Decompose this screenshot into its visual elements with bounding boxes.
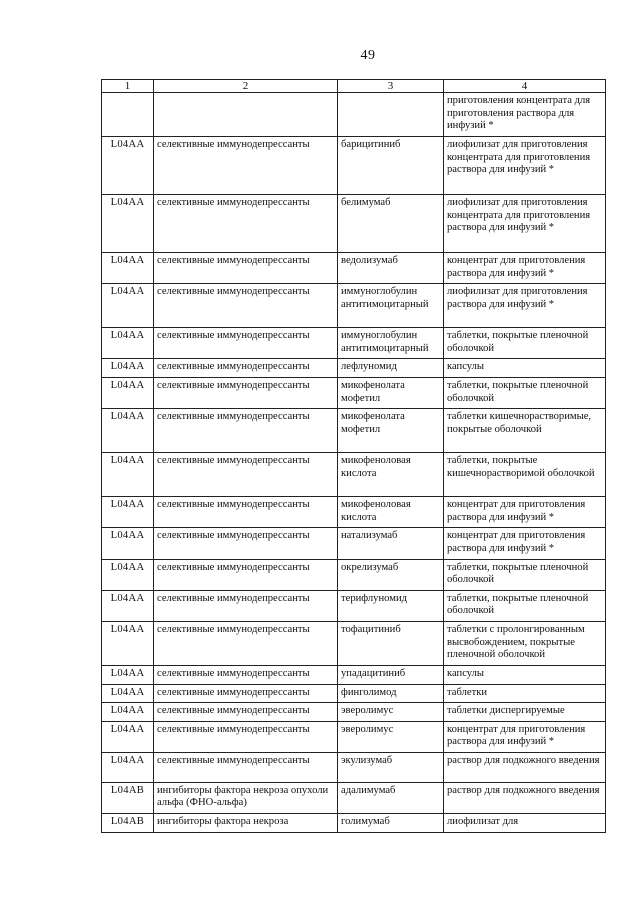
table-row (102, 590, 606, 621)
dosage-form-cell: таблетки, покрытые пленочной оболочкой (444, 590, 606, 621)
substance-cell: ведолизумаб (338, 253, 444, 284)
dosage-form-cell: капсулы (444, 359, 606, 378)
table-row (102, 665, 606, 684)
atc-code-cell: L04AA (102, 137, 154, 195)
substance-cell: иммуноглобулин антитимоцитарный (338, 328, 444, 359)
group-cell: селективные иммунодепрессанты (154, 528, 338, 559)
table-row (102, 284, 606, 328)
group-cell: селективные иммунодепрессанты (154, 359, 338, 378)
substance-cell: лефлуномид (338, 359, 444, 378)
dosage-form-cell: таблетки с пролонгированным высвобождением, покрытые пленочной оболочкой (444, 621, 606, 665)
table-row (102, 703, 606, 722)
group-cell: ингибиторы фактора некроза опухоли альфа (ФНО-альфа) (154, 782, 338, 813)
substance-cell: микофенолата мофетил (338, 377, 444, 408)
atc-code-cell: L04AA (102, 665, 154, 684)
table-row (102, 752, 606, 782)
substance-cell: тофацитиниб (338, 621, 444, 665)
atc-code-cell: L04AA (102, 359, 154, 378)
atc-code-cell: L04AA (102, 752, 154, 782)
table-row (102, 559, 606, 590)
dosage-form-cell: раствор для подкожного введения (444, 782, 606, 813)
group-cell: селективные иммунодепрессанты (154, 721, 338, 752)
dosage-form-cell: приготовления концентрата для приготовления раствора для инфузий * (444, 93, 606, 137)
table-row (102, 721, 606, 752)
table-row (102, 137, 606, 195)
group-cell: селективные иммунодепрессанты (154, 665, 338, 684)
group-cell: селективные иммунодепрессанты (154, 453, 338, 497)
group-cell: селективные иммунодепрессанты (154, 377, 338, 408)
dosage-form-cell: концентрат для приготовления раствора для инфузий * (444, 528, 606, 559)
atc-code-cell: L04AA (102, 253, 154, 284)
dosage-form-cell: лиофилизат для приготовления раствора для инфузий * (444, 284, 606, 328)
group-cell: селективные иммунодепрессанты (154, 684, 338, 703)
table-row (102, 253, 606, 284)
substance-cell: голимумаб (338, 814, 444, 833)
dosage-form-cell: концентрат для приготовления раствора для инфузий * (444, 497, 606, 528)
table-row (102, 409, 606, 453)
column-header-form: 4 (444, 80, 606, 93)
atc-code-cell: L04AA (102, 590, 154, 621)
dosage-form-cell: концентрат для приготовления раствора для инфузий * (444, 721, 606, 752)
dosage-form-cell: таблетки, покрытые пленочной оболочкой (444, 328, 606, 359)
group-cell: селективные иммунодепрессанты (154, 703, 338, 722)
dosage-form-cell: таблетки диспергируемые (444, 703, 606, 722)
substance-cell: эверолимус (338, 703, 444, 722)
substance-cell: белимумаб (338, 195, 444, 253)
group-cell: селективные иммунодепрессанты (154, 497, 338, 528)
substance-cell: экулизумаб (338, 752, 444, 782)
dosage-form-cell: концентрат для приготовления раствора для инфузий * (444, 253, 606, 284)
group-cell: селективные иммунодепрессанты (154, 559, 338, 590)
dosage-form-cell: раствор для подкожного введения (444, 752, 606, 782)
substance-cell: финголимод (338, 684, 444, 703)
atc-code-cell: L04AB (102, 814, 154, 833)
atc-code-cell: L04AA (102, 453, 154, 497)
table-row (102, 814, 606, 833)
table-row (102, 93, 606, 137)
dosage-form-cell: лиофилизат для приготовления концентрата для приготовления раствора для инфузий * (444, 195, 606, 253)
atc-code-cell: L04AA (102, 377, 154, 408)
atc-code-cell: L04AA (102, 195, 154, 253)
atc-code-cell: L04AA (102, 528, 154, 559)
substance-cell: окрелизумаб (338, 559, 444, 590)
column-header-code: 1 (102, 80, 154, 93)
table-row (102, 497, 606, 528)
substance-cell: микофеноловая кислота (338, 497, 444, 528)
atc-code-cell: L04AA (102, 559, 154, 590)
group-cell: селективные иммунодепрессанты (154, 409, 338, 453)
group-cell: селективные иммунодепрессанты (154, 590, 338, 621)
table-row (102, 328, 606, 359)
group-cell: селективные иммунодепрессанты (154, 621, 338, 665)
substance-cell: микофенолата мофетил (338, 409, 444, 453)
dosage-form-cell: таблетки, покрытые пленочной оболочкой (444, 377, 606, 408)
dosage-form-cell: таблетки (444, 684, 606, 703)
table-row (102, 528, 606, 559)
substance-cell: терифлуномид (338, 590, 444, 621)
page-number: 49 (360, 48, 376, 63)
group-cell: ингибиторы фактора некроза (154, 814, 338, 833)
column-header-group: 2 (154, 80, 338, 93)
atc-code-cell (102, 93, 154, 137)
column-header-substance: 3 (338, 80, 444, 93)
substance-cell: эверолимус (338, 721, 444, 752)
drug-table (101, 79, 606, 833)
table-row (102, 453, 606, 497)
table-row (102, 782, 606, 813)
table-row (102, 377, 606, 408)
group-cell: селективные иммунодепрессанты (154, 284, 338, 328)
atc-code-cell: L04AA (102, 684, 154, 703)
atc-code-cell: L04AA (102, 409, 154, 453)
group-cell: селективные иммунодепрессанты (154, 752, 338, 782)
dosage-form-cell: лиофилизат для приготовления концентрата для приготовления раствора для инфузий * (444, 137, 606, 195)
table-header-row (102, 80, 606, 93)
table-row (102, 684, 606, 703)
atc-code-cell: L04AA (102, 328, 154, 359)
atc-code-cell: L04AA (102, 621, 154, 665)
group-cell (154, 93, 338, 137)
group-cell: селективные иммунодепрессанты (154, 137, 338, 195)
substance-cell: барицитиниб (338, 137, 444, 195)
table-row (102, 621, 606, 665)
dosage-form-cell: таблетки кишечнорастворимые, покрытые оболочкой (444, 409, 606, 453)
group-cell: селективные иммунодепрессанты (154, 195, 338, 253)
group-cell: селективные иммунодепрессанты (154, 253, 338, 284)
dosage-form-cell: капсулы (444, 665, 606, 684)
dosage-form-cell: таблетки, покрытые пленочной оболочкой (444, 559, 606, 590)
substance-cell: адалимумаб (338, 782, 444, 813)
atc-code-cell: L04AA (102, 721, 154, 752)
substance-cell: упадацитиниб (338, 665, 444, 684)
atc-code-cell: L04AA (102, 497, 154, 528)
atc-code-cell: L04AB (102, 782, 154, 813)
dosage-form-cell: таблетки, покрытые кишечнорастворимой оболочкой (444, 453, 606, 497)
table-row (102, 359, 606, 378)
substance-cell: микофеноловая кислота (338, 453, 444, 497)
substance-cell: натализумаб (338, 528, 444, 559)
dosage-form-cell: лиофилизат для (444, 814, 606, 833)
substance-cell (338, 93, 444, 137)
group-cell: селективные иммунодепрессанты (154, 328, 338, 359)
atc-code-cell: L04AA (102, 284, 154, 328)
substance-cell: иммуноглобулин антитимоцитарный (338, 284, 444, 328)
atc-code-cell: L04AA (102, 703, 154, 722)
table-row (102, 195, 606, 253)
